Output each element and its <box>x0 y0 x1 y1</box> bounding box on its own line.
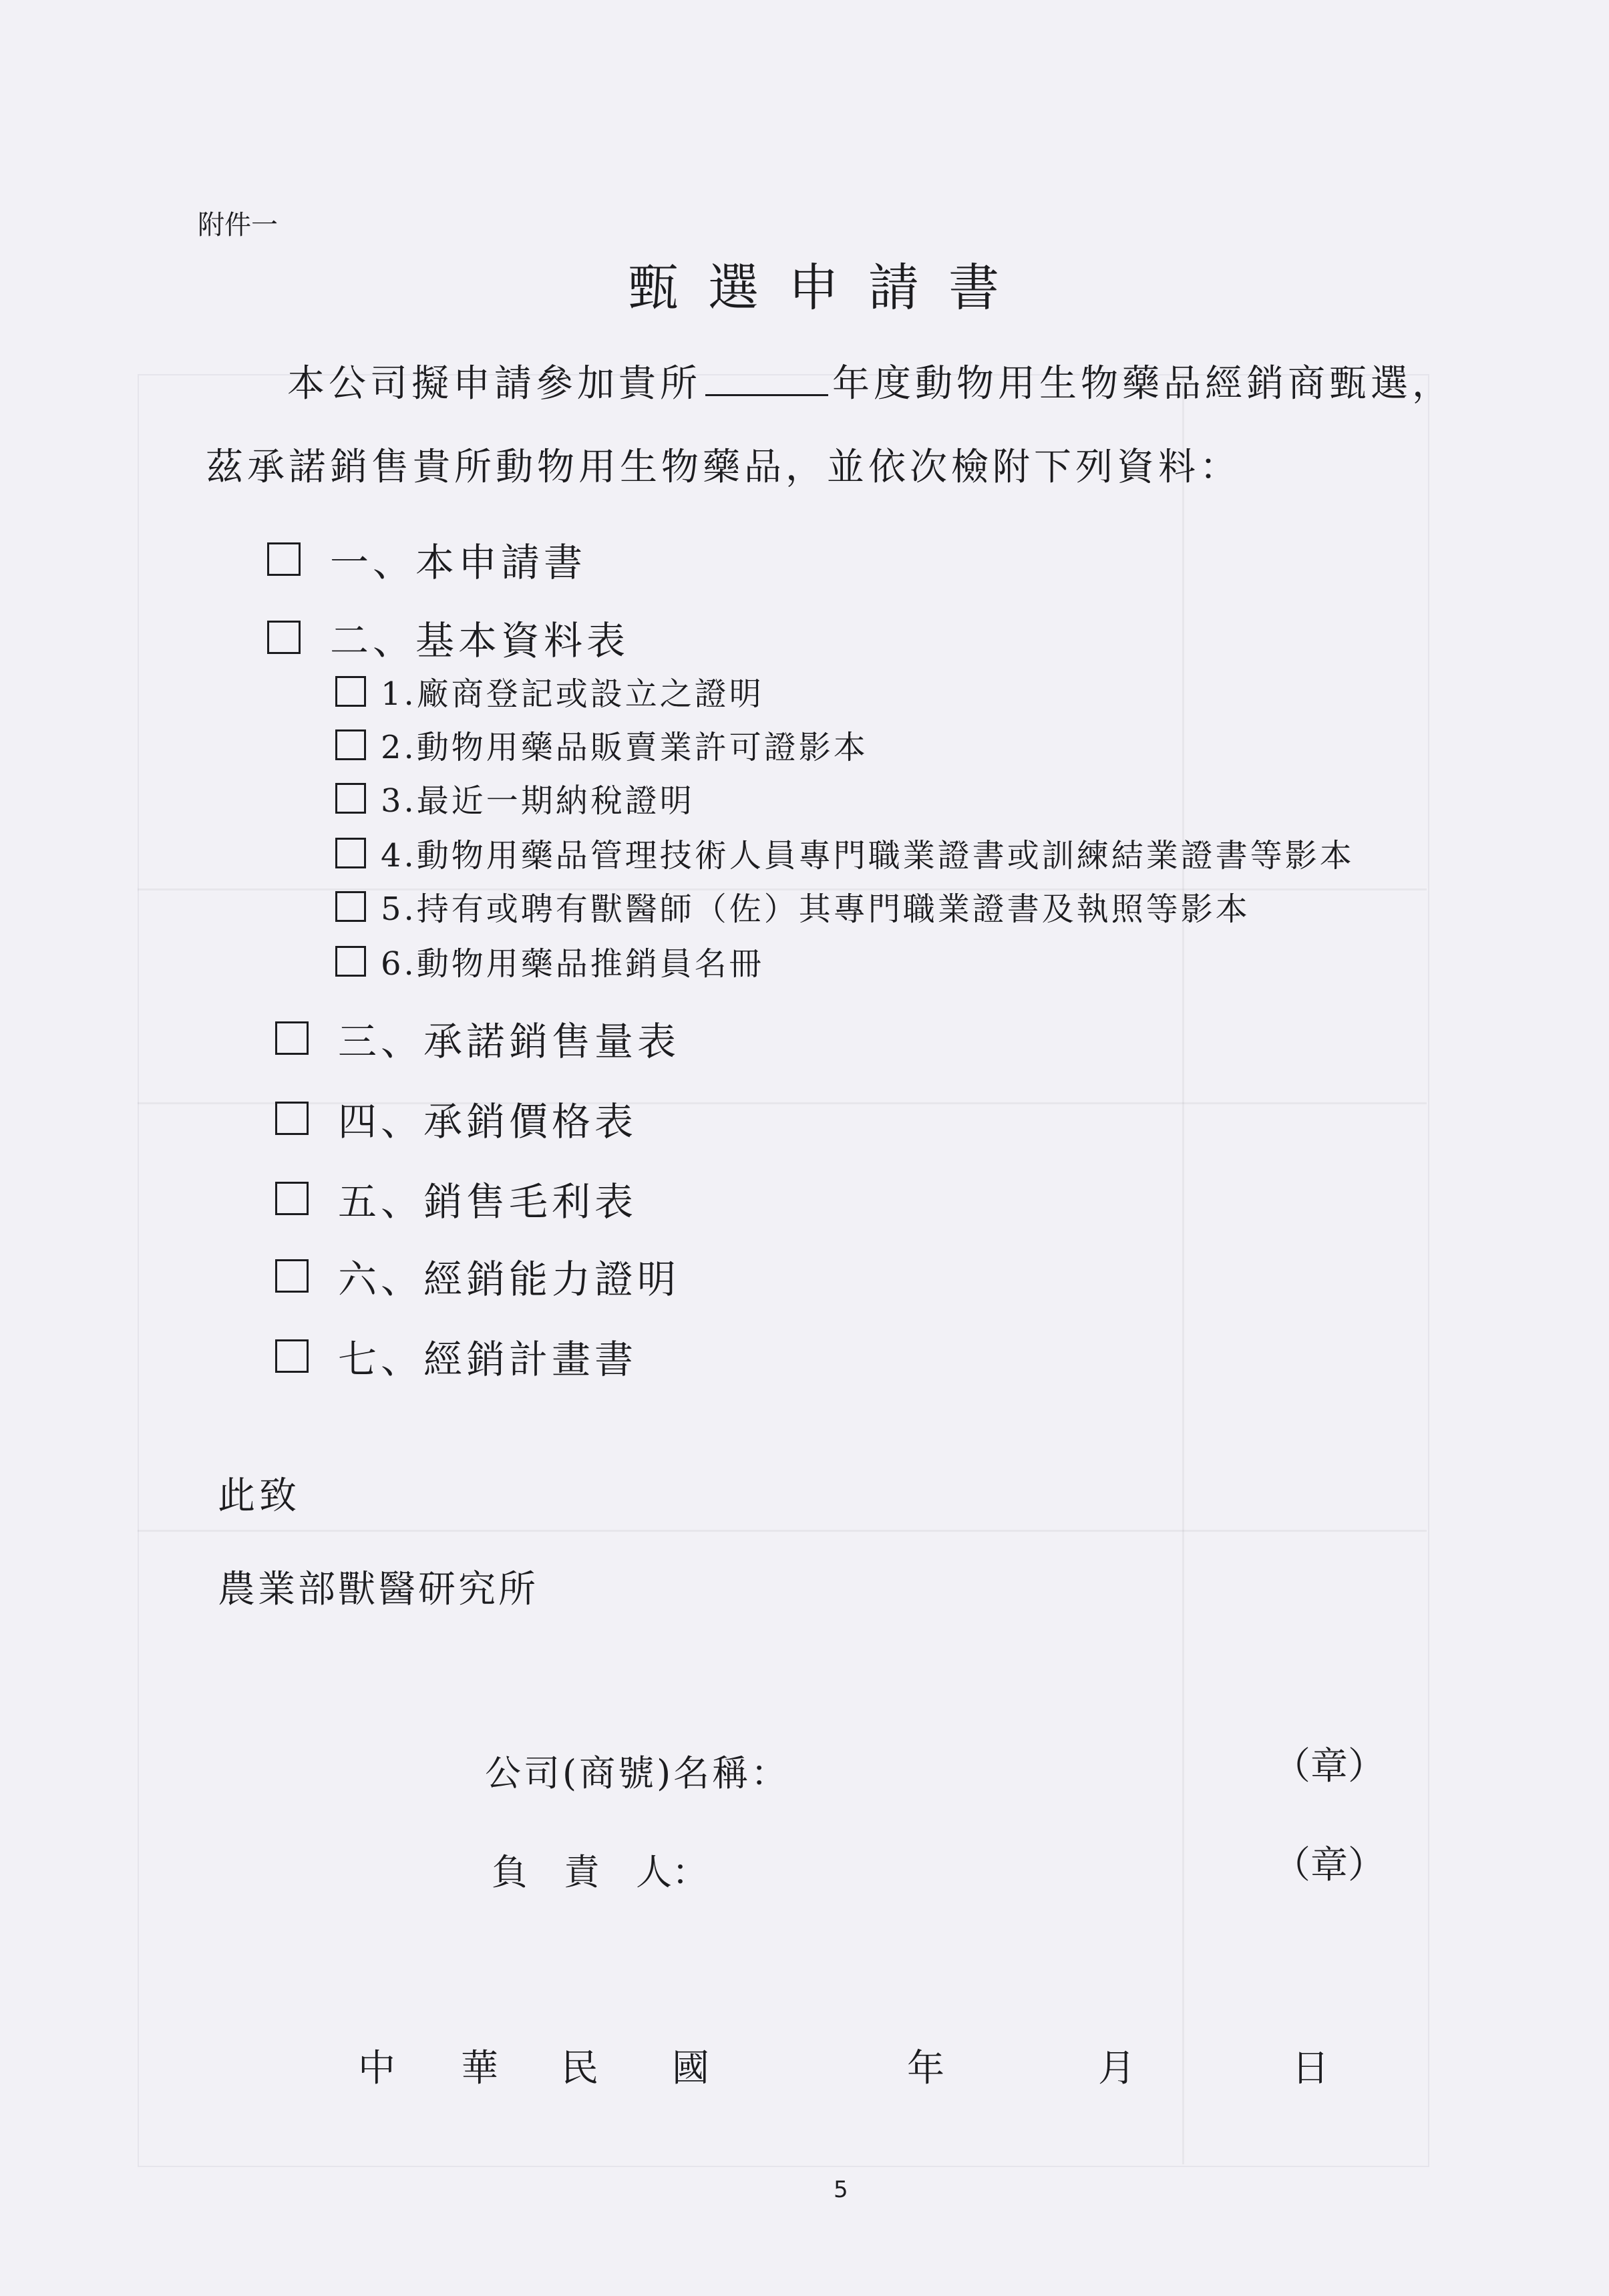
checklist-item <box>275 1328 637 1384</box>
company-seal-mark: （章） <box>1273 1745 1385 1788</box>
intro-text-after-blank: 年度動物用生物藥品經銷商甄選， <box>832 362 1453 405</box>
closing-salutation: 此致 <box>218 1474 301 1518</box>
date-month-label: 月 <box>1098 2047 1135 2090</box>
checklist-item-label: 二、基本資料表 <box>330 618 630 663</box>
sub-checklist-item-label: 3.最近一期納稅證明 <box>381 782 695 820</box>
checkbox[interactable] <box>335 783 366 814</box>
date-era-char: 國 <box>672 2047 709 2090</box>
sub-checklist-item <box>335 775 695 821</box>
bleed-through-line <box>1182 374 1184 2164</box>
checklist-item-label: 七、經銷計畫書 <box>338 1337 638 1382</box>
checkbox[interactable] <box>335 676 366 707</box>
recipient: 農業部獸醫研究所 <box>218 1568 538 1611</box>
checkbox[interactable] <box>275 1021 309 1055</box>
sub-checklist-item-label: 6.動物用藥品推銷員名冊 <box>381 945 764 983</box>
checkbox[interactable] <box>335 946 366 977</box>
checklist-item <box>275 1170 637 1226</box>
checkbox[interactable] <box>335 729 366 760</box>
sub-checklist-item <box>335 883 1250 929</box>
checklist-item <box>267 609 629 665</box>
checklist-item <box>275 1010 680 1066</box>
date-era-char: 中 <box>358 2047 395 2090</box>
date-era-char: 華 <box>461 2047 498 2090</box>
sub-checklist-item-label: 5.持有或聘有獸醫師（佐）其專門職業證書及執照等影本 <box>381 890 1250 928</box>
checklist-item <box>275 1248 680 1304</box>
checklist-item-label: 五、銷售毛利表 <box>338 1179 638 1224</box>
checklist-item <box>275 1090 637 1146</box>
sub-checklist-item <box>335 721 868 768</box>
sub-checklist-item-label: 1.廠商登記或設立之證明 <box>381 675 764 713</box>
checkbox[interactable] <box>275 1102 309 1135</box>
checkbox[interactable] <box>275 1259 309 1293</box>
checklist-item <box>267 531 586 587</box>
sub-checklist-item-label: 2.動物用藥品販賣業許可證影本 <box>381 729 868 766</box>
sub-checklist-item <box>335 938 764 984</box>
sub-checklist-item <box>335 668 764 714</box>
checklist-item-label: 三、承諾銷售量表 <box>338 1019 681 1064</box>
date-era-char: 民 <box>561 2047 598 2090</box>
person-seal-mark: （章） <box>1273 1844 1385 1887</box>
page-title: 甄選申請書 <box>628 258 1029 317</box>
checklist-item-label: 四、承銷價格表 <box>338 1099 638 1144</box>
checkbox[interactable] <box>275 1339 309 1373</box>
company-name-label: 公司(商號)名稱： <box>485 1752 790 1794</box>
checkbox[interactable] <box>267 542 301 576</box>
bleed-through-line <box>138 1530 1427 1532</box>
checkbox[interactable] <box>335 838 366 868</box>
checklist-item-label: 一、本申請書 <box>330 540 587 585</box>
intro-line-2: 茲承諾銷售貴所動物用生物藥品，並依次檢附下列資料： <box>206 446 1241 489</box>
checklist-item-label: 六、經銷能力證明 <box>338 1257 681 1302</box>
responsible-person-label: 負 責 人： <box>492 1851 708 1893</box>
checkbox[interactable] <box>267 621 301 654</box>
year-blank <box>705 361 828 396</box>
date-day-label: 日 <box>1292 2047 1329 2090</box>
sub-checklist-item-label: 4.動物用藥品管理技術人員專門職業證書或訓練結業證書等影本 <box>381 837 1355 874</box>
checkbox[interactable] <box>335 891 366 922</box>
attachment-label: 附件一 <box>198 210 278 240</box>
sub-checklist-item <box>335 830 1355 876</box>
date-year-label: 年 <box>907 2047 944 2090</box>
intro-text-before-blank: 本公司擬申請參加貴所 <box>287 362 701 405</box>
intro-line-1 <box>287 354 1453 407</box>
page-number: 5 <box>834 2176 848 2203</box>
checkbox[interactable] <box>275 1182 309 1215</box>
